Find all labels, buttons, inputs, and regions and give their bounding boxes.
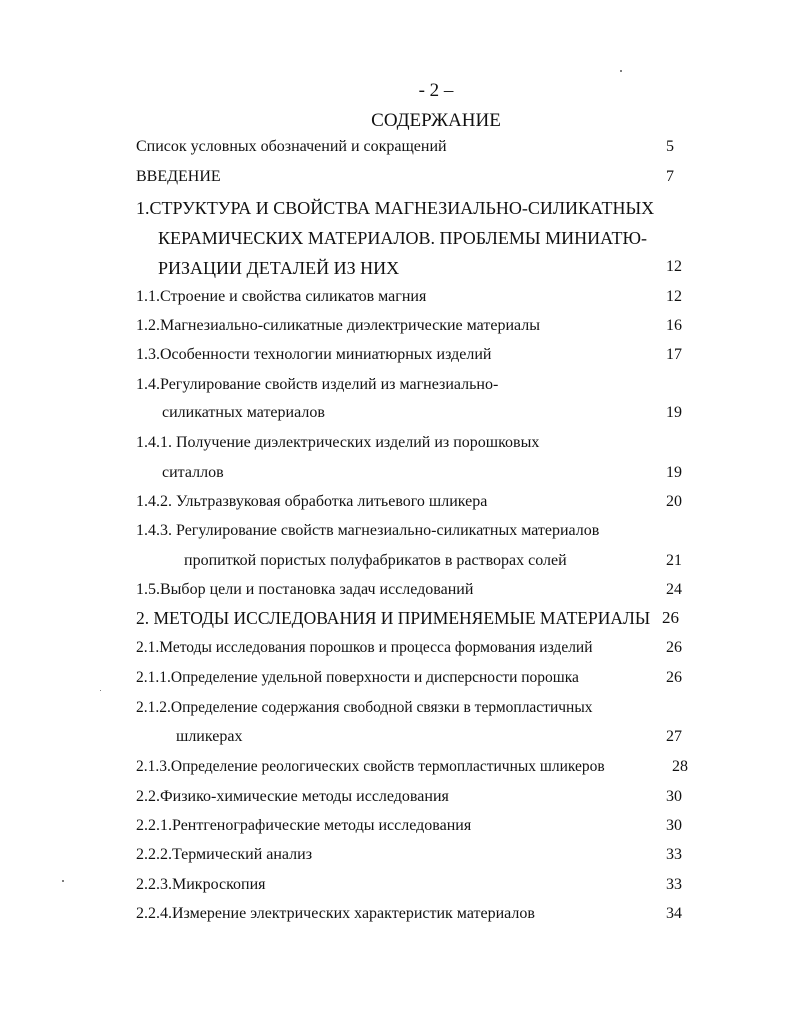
toc-entry (0, 346, 797, 372)
toc-entry-text: 1.2.Магнезиально-силикатные диэлектрические материалы (136, 317, 540, 334)
toc-entry-page: 16 (666, 317, 682, 334)
toc-entry (0, 464, 797, 490)
toc-entry-text: Список условных обозначений и сокращений (136, 138, 447, 155)
toc-entry (0, 905, 797, 931)
toc-entry (0, 376, 797, 402)
toc-entry (0, 876, 797, 902)
toc-entry-text: 2.2.4.Измерение электрических характеристик материалов (136, 905, 535, 922)
toc-entry-page: 27 (666, 728, 682, 745)
toc-entry-text: силикатных материалов (162, 404, 325, 421)
toc-entry (0, 608, 797, 634)
toc-entry-text: пропиткой пористых полуфабрикатов в растворах солей (184, 552, 567, 569)
toc-entry (0, 639, 797, 665)
toc-entry-page: 26 (666, 639, 682, 656)
toc-entry-page: 33 (666, 846, 682, 863)
toc-entry (0, 198, 797, 224)
toc-title: СОДЕРЖАНИЕ (371, 110, 501, 131)
toc-entry-text: 2.1.Методы исследования порошков и процесса формования изделий (136, 639, 593, 656)
toc-entry-text: 1.4.3. Регулирование свойств магнезиально-силикатных материалов (136, 522, 600, 539)
toc-entry-page: 26 (666, 669, 682, 686)
toc-entry (0, 788, 797, 814)
toc-entry-text: 1.4.2. Ультразвуковая обработка литьевого шликера (136, 493, 488, 510)
toc-entry-page: 19 (666, 404, 682, 421)
toc-entry-text: 2.2.3.Микроскопия (136, 876, 266, 893)
toc-entry (0, 669, 797, 695)
toc-entry-page: 30 (666, 817, 682, 834)
toc-entry (0, 846, 797, 872)
toc-entry (0, 288, 797, 314)
toc-entry-text: 2.2.2.Термический анализ (136, 846, 313, 863)
toc-entry-text: РИЗАЦИИ ДЕТАЛЕЙ ИЗ НИХ (158, 258, 400, 278)
toc-entry-text: ситаллов (162, 464, 224, 481)
toc-entry-page: 30 (666, 788, 682, 805)
scan-speck (62, 880, 64, 882)
toc-entry (0, 817, 797, 843)
toc-entry-text: 1.5.Выбор цели и постановка задач исследований (136, 581, 474, 598)
toc-entry-text: 2.1.2.Определение содержания свободной связки в термопластичных (136, 699, 593, 716)
toc-entry-text: 2.2.1.Рентгенографические методы исследования (136, 817, 472, 834)
toc-entry-text: шликерах (176, 728, 243, 745)
toc-entry (0, 404, 797, 430)
toc-entry-text: 1.4.1. Получение диэлектрических изделий из порошковых (136, 434, 540, 451)
toc-entry (0, 317, 797, 343)
toc-entry (0, 699, 797, 725)
toc-entry (0, 728, 797, 754)
toc-entry (0, 228, 797, 254)
toc-entry-page: 7 (666, 168, 674, 185)
toc-entry-page: 33 (666, 876, 682, 893)
toc-entry (0, 581, 797, 607)
toc-entry (0, 522, 797, 548)
toc-entry-page: 21 (666, 552, 682, 569)
toc-entry (0, 758, 797, 784)
toc-entry-page: 12 (666, 258, 682, 275)
toc-entry-text: 1.3.Особенности технологии миниатюрных изделий (136, 346, 492, 363)
toc-entry-page: 28 (672, 758, 688, 775)
toc-entry-text: ВВЕДЕНИЕ (136, 168, 221, 185)
toc-entry (0, 552, 797, 578)
toc-entry-text: 1.4.Регулирование свойств изделий из магнезиально- (136, 376, 499, 393)
toc-entry-page: 20 (666, 493, 682, 510)
toc-entry-page: 26 (662, 608, 679, 627)
scan-speck (100, 690, 101, 691)
toc-entry-text: 1.СТРУКТУРА И СВОЙСТВА МАГНЕЗИАЛЬНО-СИЛИКАТНЫХ (136, 198, 655, 218)
toc-entry-text: 1.1.Строение и свойства силикатов магния (136, 288, 427, 305)
toc-entry (0, 168, 797, 194)
toc-entry-text: КЕРАМИЧЕСКИХ МАТЕРИАЛОВ. ПРОБЛЕМЫ МИНИАТЮ- (158, 228, 647, 248)
toc-entry-page: 19 (666, 464, 682, 481)
toc-entry (0, 493, 797, 519)
toc-entry-text: 2.1.3.Определение реологических свойств термопластичных шликеров (136, 758, 605, 775)
toc-entry-text: 2.2.Физико-химические методы исследования (136, 788, 449, 805)
toc-entry-page: 17 (666, 346, 682, 363)
toc-entry-page: 34 (666, 905, 682, 922)
toc-entry (0, 434, 797, 460)
toc-entry-page: 24 (666, 581, 682, 598)
page-number: - 2 – (418, 80, 454, 101)
scan-speck (620, 70, 622, 72)
toc-entry (0, 138, 797, 164)
toc-entry-text: 2. МЕТОДЫ ИССЛЕДОВАНИЯ И ПРИМЕНЯЕМЫЕ МАТЕРИАЛЫ (136, 608, 651, 628)
toc-entry-text: 2.1.1.Определение удельной поверхности и дисперсности порошка (136, 669, 579, 686)
toc-entry-page: 5 (666, 138, 674, 155)
toc-entry (0, 258, 797, 284)
toc-entry-page: 12 (666, 288, 682, 305)
